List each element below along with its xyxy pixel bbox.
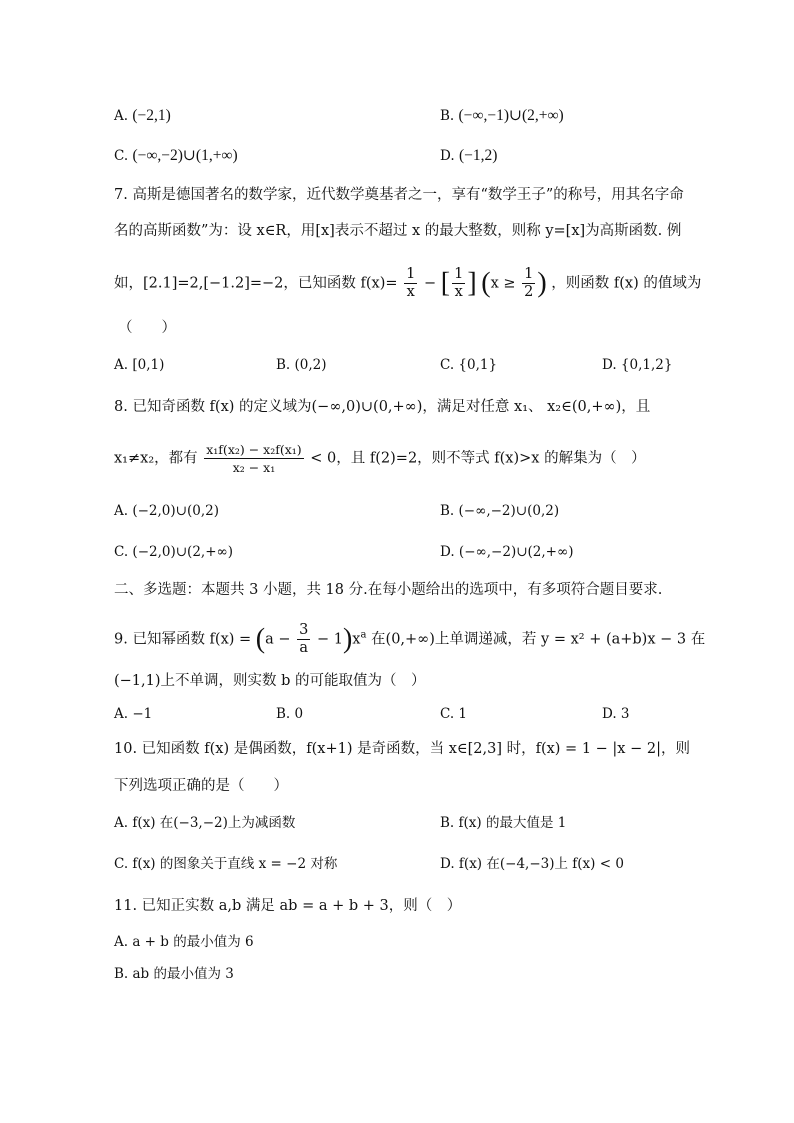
q8-option-b: B. (−∞,−2)∪(0,2) [440, 503, 560, 519]
q8-line-1: 8. 已知奇函数 f(x) 的定义域为(−∞,0)∪(0,+∞)，满足对任意 x₁、 x₂∈(0,+∞)，且 [114, 399, 651, 415]
q7-floor-fraction: $\frac{1}{x}$ [454, 266, 464, 300]
q6-option-a: A. (−2,1) [114, 107, 171, 124]
q7-option-c: C. {0,1} [440, 357, 498, 373]
q7-line-3: 如，[2.1]=2,[−1.2]=−2，已知函数 f(x)= $\frac{1}{x}$ − [ $\frac{1}{x}$ ] (x ≥ $\frac{1}{2}$ ) ，则函数 f(x) 的值域为 [114, 266, 702, 300]
q7-option-d: D. {0,1,2} [602, 357, 673, 373]
q10-option-b: B. f(x) 的最大值是 1 [440, 815, 567, 831]
q7-fraction: $\frac{1}{x}$ [406, 266, 416, 300]
q7-line-1: 7. 高斯是德国著名的数学家，近代数学奠基者之一，享有“数学王子”的称号，用其名字命 [114, 187, 684, 203]
q10-line-2: 下列选项正确的是（ ） [114, 778, 288, 794]
q7-answer-paren: （ ） [118, 320, 176, 336]
q6-option-c: C. (−∞,−2)∪(1,+∞) [114, 147, 238, 164]
section-2-heading: 二、多选题：本题共 3 小题，共 18 分.在每小题给出的选项中，有多项符合题目要求. [114, 582, 663, 598]
q10-option-d: D. f(x) 在(−4,−3)上 f(x) < 0 [440, 856, 624, 872]
q8-option-c: C. (−2,0)∪(2,+∞) [114, 544, 234, 560]
q6-option-d: D. (−1,2) [440, 147, 498, 164]
q9-option-b: B. 0 [276, 706, 304, 722]
q6-option-b: B. (−∞,−1)∪(2,+∞) [440, 107, 564, 124]
q10-option-a: A. f(x) 在(−3,−2)上为减函数 [114, 815, 296, 831]
q10-line-1: 10. 已知函数 f(x) 是偶函数，f(x+1) 是奇函数，当 x∈[2,3] 时，f(x) = 1 − |x − 2|，则 [114, 741, 690, 757]
q9-option-c: C. 1 [440, 706, 468, 722]
q9-line-2: (−1,1)上不单调，则实数 b 的可能取值为（ ） [114, 673, 426, 689]
q7-option-b: B. (0,2) [276, 357, 327, 373]
q11-option-b: B. ab 的最小值为 3 [114, 966, 234, 982]
q7-line-2: 名的高斯函数”为：设 x∈R，用[x]表示不超过 x 的最大整数，则称 y=[x]为高斯函数. 例 [114, 223, 682, 239]
q8-line-2: x₁≠x₂，都有 $\frac{\text{x₁f(x₂) − x₂f(x₁)}}{\text{x₂ − x₁}}$ < 0，且 f(2)=2，则不等式 f(x)>x 的解集为（ ） [114, 442, 646, 475]
q9-option-a: A. −1 [114, 706, 153, 722]
q9-exponent: a [360, 629, 367, 641]
q11-option-a: A. a + b 的最小值为 6 [114, 934, 254, 950]
q8-option-d: D. (−∞,−2)∪(2,+∞) [440, 544, 574, 560]
q11-line-1: 11. 已知正实数 a,b 满足 ab = a + b + 3，则（ ） [114, 898, 462, 914]
q7-cond-fraction: $\frac{1}{2}$ [524, 266, 534, 300]
q8-option-a: A. (−2,0)∪(0,2) [114, 503, 219, 519]
q9-line-1: 9. 已知幂函数 f(x) = (a − $\frac{3}{a}$ − $1)x^a$ 在(0,+∞)上单调递减，若 y = x² + (a+b)x − 3 在 [114, 622, 706, 656]
q8-fraction: $\frac{\text{x₁f(x₂) − x₂f(x₁)}}{\text{x₂ − x₁}}$ [206, 442, 302, 475]
q7-option-a: A. [0,1) [114, 357, 165, 373]
q10-option-c: C. f(x) 的图象关于直线 x = −2 对称 [114, 856, 338, 872]
q9-option-d: D. 3 [602, 706, 630, 722]
q9-fraction: $\frac{3}{a}$ [299, 622, 309, 656]
